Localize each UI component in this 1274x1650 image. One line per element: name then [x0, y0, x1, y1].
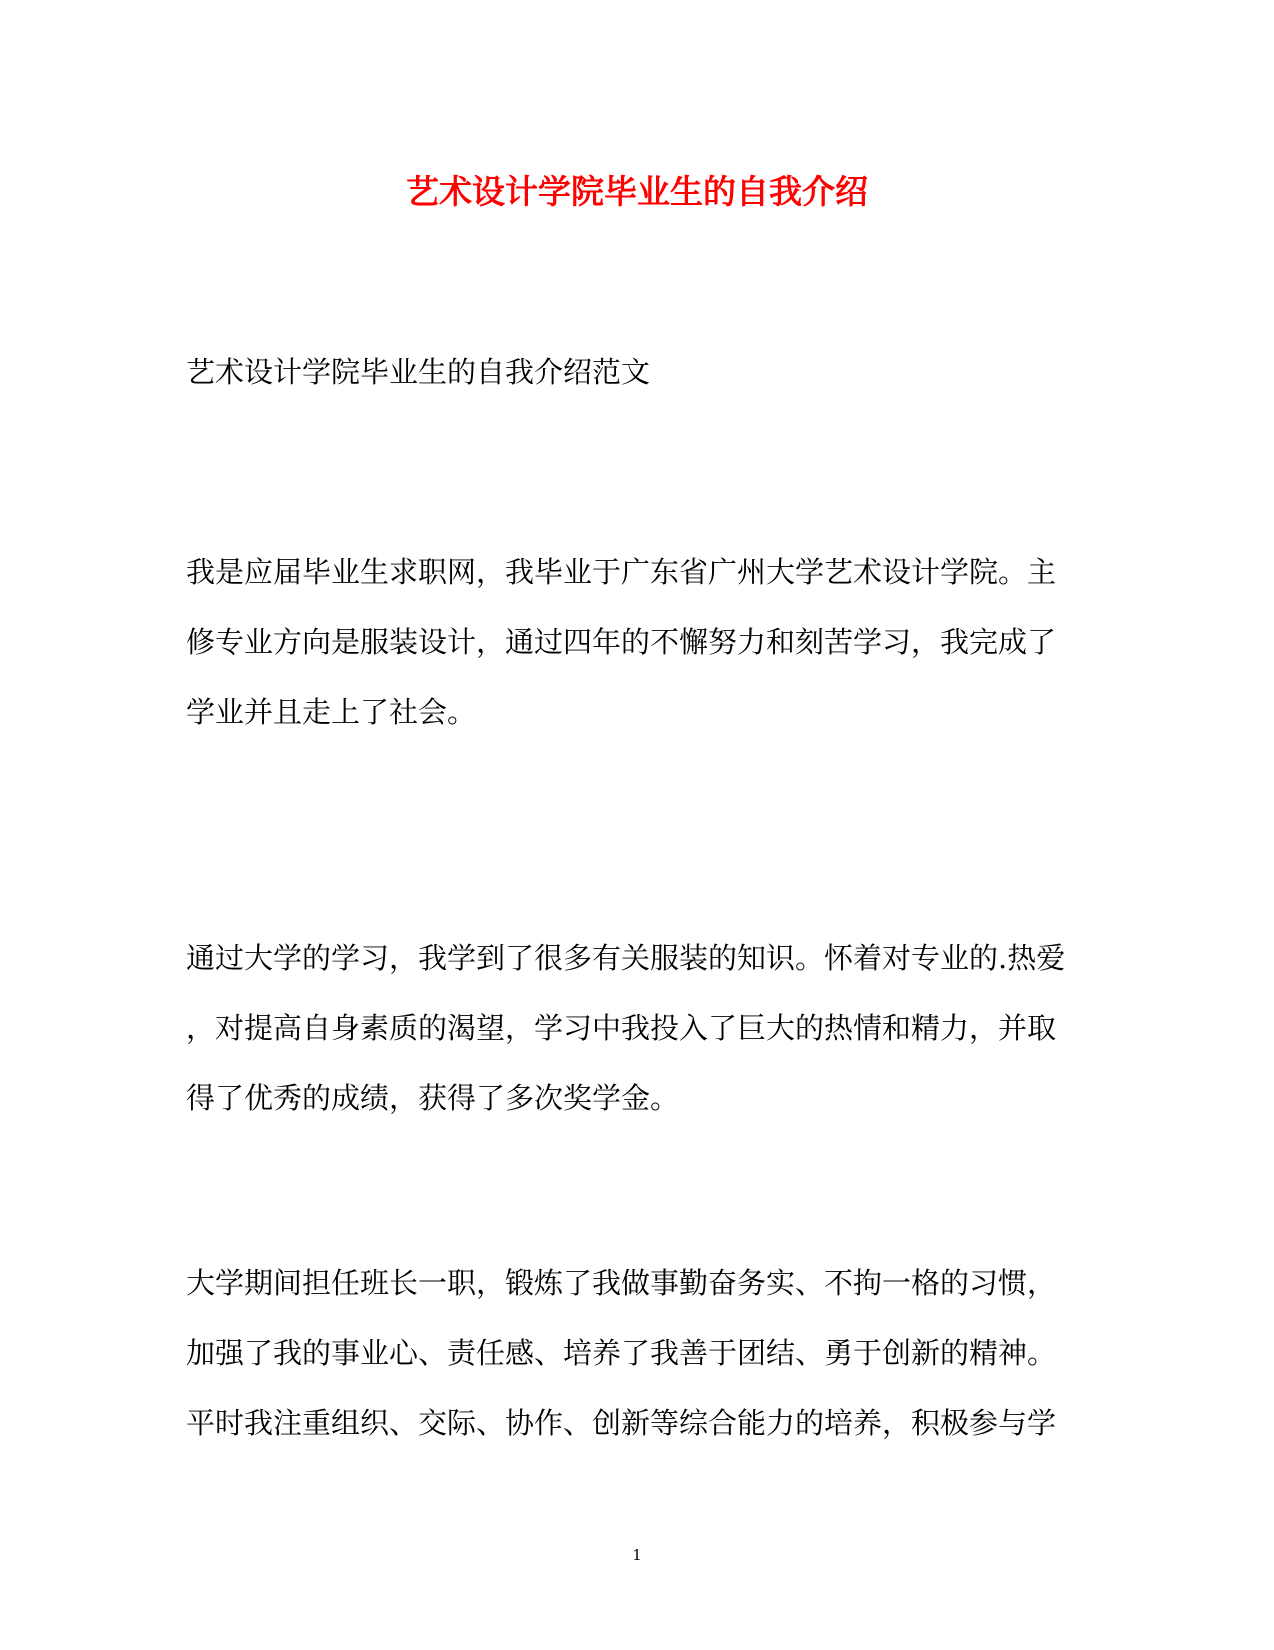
paragraph-1 — [186, 552, 1106, 762]
document-subtitle: 艺术设计学院毕业生的自我介绍范文 — [186, 355, 651, 389]
paragraph-line: 加强了我的事业心、责任感、培养了我善于团结、勇于创新的精神。 — [186, 1336, 1057, 1370]
paragraph-line: 得了优秀的成绩，获得了多次奖学金。 — [186, 1081, 680, 1115]
paragraph-line: 修专业方向是服装设计，通过四年的不懈努力和刻苦学习，我完成了 — [186, 625, 1057, 659]
paragraph-2 — [186, 938, 1106, 1148]
paragraph-line: 平时我注重组织、交际、协作、创新等综合能力的培养，积极参与学 — [186, 1406, 1057, 1440]
paragraph-line: ，对提高自身素质的渴望，学习中我投入了巨大的热情和精力，并取 — [186, 1011, 1057, 1045]
paragraph-line: 学业并且走上了社会。 — [186, 695, 477, 729]
paragraph-line: 大学期间担任班长一职，锻炼了我做事勤奋务实、不拘一格的习惯， — [186, 1266, 1057, 1300]
page-number: 1 — [632, 1546, 642, 1564]
paragraph-3 — [186, 1263, 1106, 1473]
paragraph-line: 我是应届毕业生求职网，我毕业于广东省广州大学艺术设计学院。主 — [186, 555, 1057, 589]
paragraph-line: 通过大学的学习，我学到了很多有关服装的知识。怀着对专业的.热爱 — [186, 941, 1066, 975]
document-title: 艺术设计学院毕业生的自我介绍 — [406, 172, 868, 211]
